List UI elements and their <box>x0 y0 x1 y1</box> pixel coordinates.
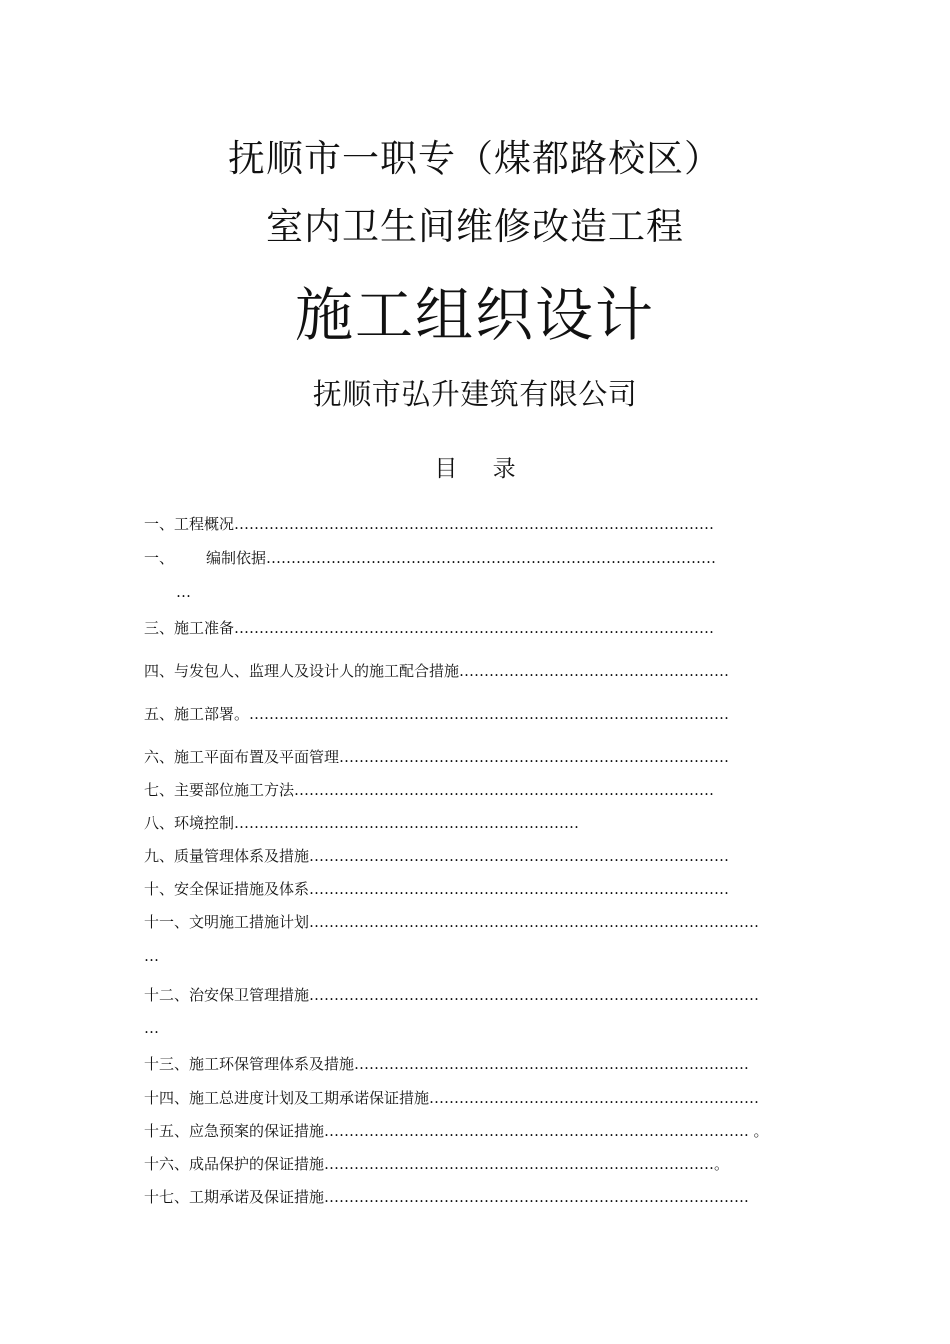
toc-entry[interactable] <box>144 913 759 931</box>
toc-leader: …………………………………………………………………………………… <box>249 705 730 723</box>
toc-entry-label: 十三、施工环保管理体系及措施 <box>144 1055 355 1073</box>
toc-leader: …………………………………………………………………… <box>324 1155 715 1173</box>
toc-entry[interactable] <box>144 847 729 865</box>
toc-entry-label: 五、施工部署。 <box>144 705 250 723</box>
toc-entry-label: 一、工程概况 <box>144 515 235 533</box>
toc-entry-label: 六、施工平面布置及平面管理 <box>144 748 340 766</box>
toc-entry[interactable] <box>144 1155 729 1173</box>
toc-tail: 。 <box>714 1155 730 1173</box>
toc-entry[interactable] <box>144 1055 749 1073</box>
toc-tail: . 。 <box>744 1122 769 1140</box>
toc-continuation <box>144 947 159 965</box>
toc-entry-label: 十二、治安保卫管理措施 <box>144 986 310 1004</box>
toc-entry-label: 十一、文明施工措施计划 <box>144 913 310 931</box>
toc-leader: …………………………………………………………………………………… <box>234 619 715 637</box>
toc-entry[interactable] <box>144 814 579 832</box>
toc-leader: … <box>144 947 159 965</box>
toc-entry[interactable] <box>144 1122 769 1140</box>
toc-entry[interactable] <box>144 1089 759 1107</box>
company-name: 抚顺市弘升建筑有限公司 <box>312 377 638 411</box>
toc-leader: …………………………………………………………… <box>234 814 580 832</box>
toc-entry[interactable] <box>144 880 729 898</box>
toc-continuation <box>176 583 191 601</box>
toc-leader: ………………………………………………………………………… <box>309 847 730 865</box>
toc-heading: 目 录 <box>434 456 530 482</box>
toc-leader: ………………………………………………………… <box>429 1089 760 1107</box>
title-line-1: 抚顺市一职专（煤都路校区） <box>228 137 722 180</box>
toc-entry-label: 三、施工准备 <box>144 619 235 637</box>
toc-entry-label: 十、安全保证措施及体系 <box>144 880 310 898</box>
toc-entry-label: 一、 <box>144 549 175 567</box>
toc-entry[interactable] <box>144 1188 749 1206</box>
toc-entry[interactable] <box>144 549 716 567</box>
toc-entry-label: 编制依据 <box>206 549 267 567</box>
toc-entry-label: 十六、成品保护的保证措施 <box>144 1155 325 1173</box>
toc-leader: … <box>176 583 191 601</box>
toc-entry[interactable] <box>144 619 714 637</box>
toc-leader: ……………………………………………… <box>459 662 730 680</box>
toc-leader: ……………………………………………………………………………… <box>266 549 717 567</box>
toc-entry[interactable] <box>144 986 759 1004</box>
main-title: 施工组织设计 <box>294 281 655 349</box>
toc-entry[interactable] <box>144 662 729 680</box>
toc-leader: ………………………………………………………………………… <box>294 781 715 799</box>
toc-entry-label: 十五、应急预案的保证措施 <box>144 1122 325 1140</box>
toc-entry[interactable] <box>144 515 714 533</box>
toc-entry-label: 四、与发包人、监理人及设计人的施工配合措施 <box>144 662 460 680</box>
toc-entry-label: 十四、施工总进度计划及工期承诺保证措施 <box>144 1089 430 1107</box>
title-line-2: 室内卫生间维修改造工程 <box>266 205 684 248</box>
toc-leader: … <box>144 1019 159 1037</box>
toc-leader: ………………………………………………………………………… <box>324 1188 745 1206</box>
toc-leader: ……………………………………………………………………………… <box>309 913 760 931</box>
toc-entry[interactable] <box>144 705 729 723</box>
toc-entry-label: 九、质量管理体系及措施 <box>144 847 310 865</box>
toc-leader: …………………………………………………………………… <box>339 748 730 766</box>
toc-entry[interactable] <box>144 748 729 766</box>
toc-entry-label: 七、主要部位施工方法 <box>144 781 295 799</box>
toc-leader: …………………………………………………………………………………… <box>234 515 715 533</box>
toc-entry-label: 十七、工期承诺及保证措施 <box>144 1188 325 1206</box>
toc-leader: ………………………………………………………………………… <box>309 880 730 898</box>
toc-entry-label: 八、环境控制 <box>144 814 235 832</box>
toc-continuation <box>144 1019 159 1037</box>
toc-leader: ………………………………………………………………………… <box>324 1122 745 1140</box>
toc-leader: ……………………………………………………………………………… <box>309 986 760 1004</box>
toc-entry[interactable] <box>144 781 714 799</box>
toc-leader: ……………………………………………………………………. <box>354 1055 749 1073</box>
toc-tail: . <box>744 1188 749 1206</box>
